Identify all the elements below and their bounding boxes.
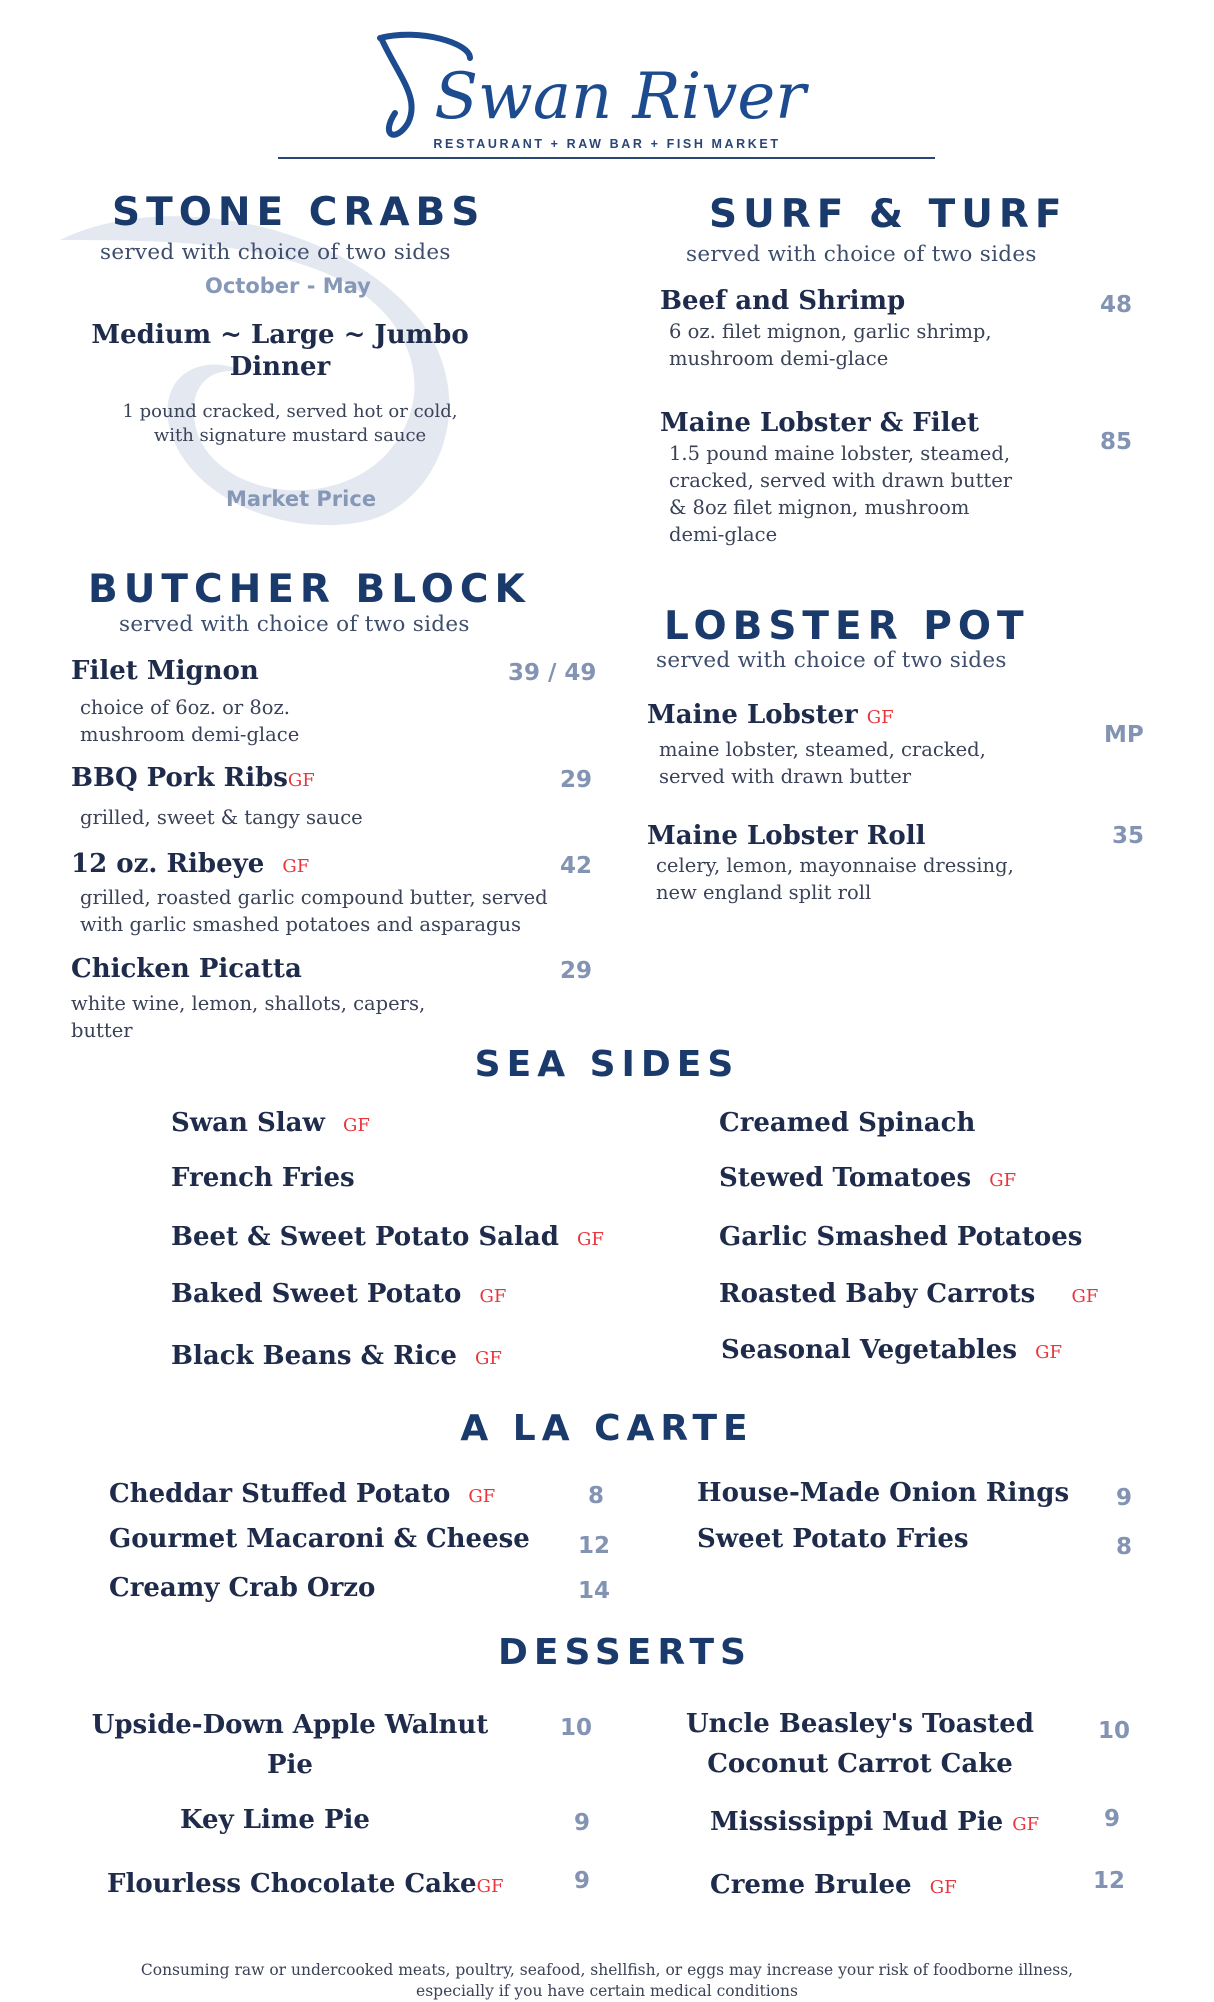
- dessert-name: Pie: [267, 1750, 313, 1780]
- side-item-text: Garlic Smashed Potatoes: [719, 1222, 1083, 1252]
- side-item: [171, 1163, 355, 1193]
- dessert-price: 10: [560, 1715, 593, 1741]
- gluten-free-tag: GF: [468, 1486, 496, 1507]
- stone-crabs-sizes: Medium ~ Large ~ Jumbo: [91, 320, 469, 350]
- lobster-pot-title: LOBSTER POT: [664, 604, 1030, 649]
- side-item: [719, 1222, 1082, 1252]
- a-la-carte-title: A LA CARTE: [460, 1408, 754, 1449]
- gluten-free-tag: GF: [342, 1115, 370, 1136]
- lobster-item-desc: served with drawn butter: [659, 765, 912, 788]
- side-item-text: Black Beans & Rice: [171, 1341, 457, 1371]
- butcher-item-name-text: 12 oz. Ribeye: [71, 849, 265, 879]
- gluten-free-tag: GF: [287, 770, 315, 791]
- a-la-carte-item: [697, 1478, 1069, 1508]
- lobster-item-price: 35: [1112, 823, 1145, 849]
- dessert-price: 10: [1098, 1718, 1131, 1744]
- butcher-item-desc: choice of 6oz. or 8oz.: [80, 696, 290, 719]
- sea-sides-title: SEA SIDES: [474, 1044, 740, 1085]
- surf-turf-subtitle: served with choice of two sides: [686, 242, 1037, 267]
- dessert-name: Creme Brulee: [710, 1870, 912, 1900]
- gluten-free-tag: GF: [866, 707, 894, 728]
- surf-turf-item-name: Beef and Shrimp: [660, 286, 906, 316]
- a-la-carte-item-name: Creamy Crab Orzo: [109, 1573, 376, 1603]
- tagline: RESTAURANT + RAW BAR + FISH MARKET: [433, 137, 781, 151]
- butcher-item-name: Filet Mignon: [71, 656, 259, 686]
- surf-turf-item-desc: & 8oz filet mignon, mushroom: [669, 496, 970, 519]
- surf-turf-item-desc: demi-glace: [669, 523, 778, 546]
- butcher-item-name: Chicken Picatta: [71, 954, 302, 984]
- butcher-item-desc: white wine, lemon, shallots, capers,: [71, 992, 426, 1015]
- side-item: [719, 1279, 1098, 1309]
- stone-crabs-season: October - May: [205, 274, 371, 298]
- lobster-item-name: [647, 700, 894, 730]
- stone-crabs-desc-2: with signature mustard sauce: [153, 425, 427, 446]
- side-item-text: Baked Sweet Potato: [171, 1279, 462, 1309]
- surf-turf-item-desc: cracked, served with drawn butter: [669, 469, 1013, 492]
- a-la-carte-item-name: Cheddar Stuffed Potato: [109, 1479, 451, 1509]
- a-la-carte-price: 8: [588, 1483, 605, 1509]
- dessert-price: 12: [1093, 1868, 1126, 1894]
- surf-turf-item-name: Maine Lobster & Filet: [660, 408, 980, 438]
- surf-turf-item-price: 48: [1100, 292, 1133, 318]
- gluten-free-tag: GF: [1071, 1286, 1099, 1307]
- stone-crabs-title: STONE CRABS: [112, 190, 486, 235]
- gluten-free-tag: GF: [1035, 1342, 1062, 1363]
- dessert-item: [107, 1869, 503, 1899]
- gluten-free-tag: GF: [1012, 1814, 1040, 1835]
- butcher-item-price: 29: [560, 958, 593, 984]
- gluten-free-tag: GF: [475, 1348, 502, 1369]
- dessert-price: 9: [574, 1868, 591, 1894]
- dessert-name: Flourless Chocolate Cake: [107, 1869, 477, 1899]
- a-la-carte-item: [109, 1524, 530, 1554]
- side-item: [171, 1279, 506, 1309]
- surf-turf-item-desc: 1.5 pound maine lobster, steamed,: [669, 442, 1011, 465]
- surf-turf-title: SURF & TURF: [709, 192, 1068, 237]
- gluten-free-tag: GF: [479, 1286, 507, 1307]
- a-la-carte-price: 14: [578, 1578, 611, 1604]
- disclaimer-line-2: especially if you have certain medical conditions: [416, 1982, 798, 2000]
- butcher-item-price: 39 / 49: [508, 660, 597, 686]
- lobster-pot-subtitle: served with choice of two sides: [656, 648, 1007, 673]
- dessert-name: Mississippi Mud Pie: [710, 1807, 1004, 1837]
- surf-turf-item-price: 85: [1100, 429, 1133, 455]
- dessert-name: Uncle Beasley's Toasted: [686, 1709, 1034, 1739]
- a-la-carte-item-name: Gourmet Macaroni & Cheese: [109, 1524, 530, 1554]
- gluten-free-tag: GF: [577, 1229, 604, 1250]
- butcher-item-desc: grilled, roasted garlic compound butter, served: [80, 886, 548, 909]
- dessert-item: [710, 1870, 957, 1900]
- side-item-text: Beet & Sweet Potato Salad: [171, 1222, 559, 1252]
- butcher-item-desc: grilled, sweet & tangy sauce: [80, 806, 363, 829]
- side-item: [171, 1108, 370, 1138]
- dessert-name: Coconut Carrot Cake: [707, 1749, 1013, 1779]
- a-la-carte-item-name: Sweet Potato Fries: [697, 1524, 969, 1554]
- gluten-free-tag: GF: [989, 1170, 1017, 1191]
- side-item: [721, 1335, 1062, 1365]
- stone-crabs-subtitle: served with choice of two sides: [100, 240, 451, 265]
- butcher-item-desc: with garlic smashed potatoes and asparagus: [80, 913, 522, 936]
- disclaimer-line-1: Consuming raw or undercooked meats, poultry, seafood, shellfish, or eggs may increase your risk of foodborne illness,: [140, 1961, 1074, 1979]
- a-la-carte-price: 8: [1116, 1534, 1133, 1560]
- lobster-item-name-text: Maine Lobster: [647, 700, 858, 730]
- dessert-item: [710, 1807, 1039, 1837]
- dessert-price: 9: [574, 1810, 591, 1836]
- gluten-free-tag: GF: [476, 1876, 504, 1897]
- side-item-text: Roasted Baby Carrots: [719, 1279, 1036, 1309]
- butcher-block-subtitle: served with choice of two sides: [119, 612, 470, 637]
- dessert-price: 9: [1104, 1806, 1121, 1832]
- side-item: [719, 1108, 975, 1138]
- side-item: [171, 1341, 502, 1371]
- surf-turf-item-desc: mushroom demi-glace: [669, 347, 889, 370]
- butcher-item-desc: butter: [71, 1019, 133, 1042]
- health-disclaimer: [0, 1960, 1214, 2002]
- stone-crabs-dinner: Dinner: [229, 352, 331, 382]
- lobster-item-price: MP: [1104, 722, 1144, 748]
- a-la-carte-price: 12: [578, 1533, 611, 1559]
- side-item-text: Stewed Tomatoes: [719, 1163, 972, 1193]
- lobster-item-desc: maine lobster, steamed, cracked,: [659, 738, 986, 761]
- butcher-item-name-text: BBQ Pork Ribs: [71, 763, 288, 793]
- butcher-block-title: BUTCHER BLOCK: [88, 567, 531, 612]
- side-item-text: Creamed Spinach: [719, 1108, 976, 1138]
- header-divider: [278, 157, 935, 159]
- gluten-free-tag: GF: [929, 1877, 957, 1898]
- a-la-carte-item: [109, 1573, 375, 1603]
- lobster-item-name: Maine Lobster Roll: [647, 821, 926, 851]
- butcher-item-price: 29: [560, 767, 593, 793]
- side-item: [171, 1222, 604, 1252]
- side-item-text: French Fries: [171, 1163, 355, 1193]
- side-item: [719, 1163, 1016, 1193]
- dessert-name: Key Lime Pie: [180, 1805, 370, 1835]
- logo-text: Swan River: [434, 60, 806, 134]
- butcher-item-name: [71, 763, 315, 793]
- stone-crabs-price: Market Price: [226, 487, 377, 511]
- stone-crabs-desc-1: 1 pound cracked, served hot or cold,: [122, 401, 458, 422]
- a-la-carte-item: [697, 1524, 969, 1554]
- lobster-item-desc: celery, lemon, mayonnaise dressing,: [656, 854, 1014, 877]
- butcher-item-name: [71, 849, 309, 879]
- a-la-carte-item-name: House-Made Onion Rings: [697, 1478, 1070, 1508]
- a-la-carte-price: 9: [1116, 1485, 1133, 1511]
- butcher-item-price: 42: [560, 853, 593, 879]
- lobster-item-desc: new england split roll: [656, 881, 872, 904]
- side-item-text: Seasonal Vegetables: [721, 1335, 1017, 1365]
- dessert-name: Upside-Down Apple Walnut: [91, 1710, 489, 1740]
- side-item-text: Swan Slaw: [171, 1108, 325, 1138]
- a-la-carte-item: [109, 1479, 495, 1509]
- surf-turf-item-desc: 6 oz. filet mignon, garlic shrimp,: [669, 320, 992, 343]
- desserts-title: DESSERTS: [498, 1632, 752, 1673]
- butcher-item-desc: mushroom demi-glace: [80, 723, 300, 746]
- gluten-free-tag: GF: [282, 856, 310, 877]
